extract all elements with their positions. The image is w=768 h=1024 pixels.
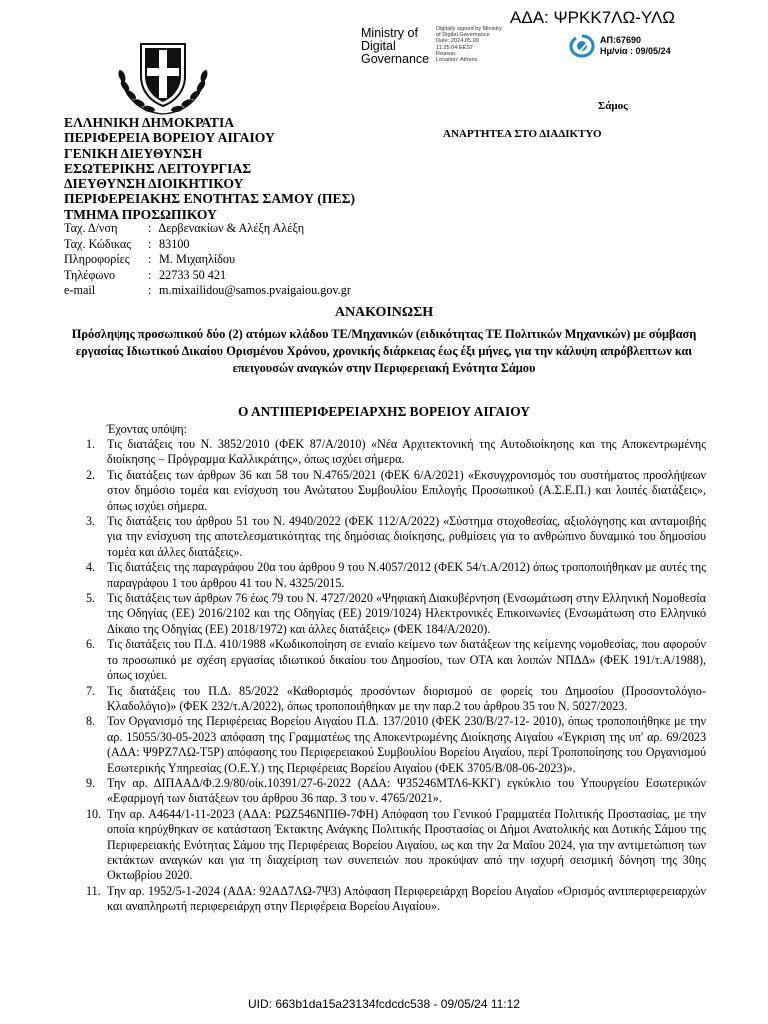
- list-item: [86, 684, 706, 715]
- contact-value: Δερβενακίων & Αλέξη Αλέξη: [158, 221, 305, 235]
- contact-row: Ταχ. Κώδικας : 83100: [64, 236, 190, 251]
- authority-line: ΕΣΩΤΕΡΙΚΗΣ ΛΕΙΤΟΥΡΓΙΑΣ: [64, 160, 252, 176]
- protocol-date: Ημ/νία : 09/05/24: [600, 46, 671, 56]
- contact-value: 83100: [159, 236, 190, 251]
- authority-line: ΕΛΛΗΝΙΚΗ ΔΗΜΟΚΡΑΤΙΑ: [64, 115, 235, 130]
- announcement-subtitle: Πρόσληψης προσωπικού δύο (2) ατόμων κλάδου ΤΕ/Μηχανικών (ειδικότητας ΤΕ Πολιτικών Μηχανικών) με σύμβαση εργασίας Ιδιωτικού Δικαίου Ορισμένου Χρόνου, χρονικής διάρκειας έως έξι μήνες, για την κάλυψη απρόβλεπτων και επειγουσών αναγκών στην Περιφερειακή Ενότητα Σάμου: [71, 327, 697, 375]
- authority-header: [64, 115, 355, 222]
- contact-row: e-mail : m.mixailidou@samos.pvaigaiou.gov.gr: [64, 283, 351, 297]
- signature-line: Digitally signed by Ministry: [436, 26, 502, 32]
- ministry-line: Governance: [361, 52, 430, 66]
- item-text: Τις διατάξεις των άρθρων 76 έως 79 του Ν. 4727/2020 «Ψηφιακή Διακυβέρνηση (Ενσωμάτωση στην Ελληνική Νομοθεσία της Οδηγίας (ΕΕ) 2016/2102 και της Οδηγίας (ΕΕ) 2019/1024) Ηλεκτρονικές Επικοινωνίες (Ενσωμάτωση στο Ελληνικό Δίκαιο της Οδηγίας (ΕΕ) 2018/1972) και άλλες διατάξεις» (ΦΕΚ 184/Α/2020).: [107, 591, 706, 636]
- authority-line: ΓΕΝΙΚΗ ΔΙΕΥΘΥΝΣΗ: [64, 145, 203, 161]
- place-label: Σάμος: [598, 100, 628, 112]
- item-number: 6.: [86, 637, 96, 652]
- item-number: 1.: [86, 437, 96, 451]
- considerations-list: [86, 437, 706, 915]
- contact-block: [64, 221, 351, 299]
- contact-label: Ταχ. Δ/νση: [64, 221, 118, 235]
- item-number: 3.: [86, 514, 96, 529]
- announcement-title: ΑΝΑΚΟΙΝΩΣΗ: [334, 305, 434, 320]
- item-text: Τις διατάξεις του άρθρου 51 του Ν. 4940/2022 (ΦΕΚ 112/Α/2022) «Σύστημα στοχοθεσίας, αξιολόγησης και ανταμοιβής για την ενίσχυση της αποτελεσματικότητας της δημόσιας διοίκησης, ρυθμίσεις για το ανθρώπινο δυναμικό του δημοσίου τομέα και άλλες διατάξεις».: [107, 514, 706, 559]
- item-number: 11.: [86, 883, 101, 898]
- hellenic-republic-crest-icon: [108, 36, 218, 118]
- list-item: [86, 807, 706, 884]
- contact-label: e-mail: [64, 283, 96, 297]
- contact-row: Τηλέφωνο : 22733 50 421: [64, 267, 227, 282]
- item-text: Τον Οργανισμό της Περιφέρειας Βορείου Αιγαίου Π.Δ. 137/2010 (ΦΕΚ 230/Β/27-12- 2010), όπως τροποποιήθηκε με την αρ. 15055/30-05-2023 απόφαση της Γραμματέως της Αποκεντρωμένης Διοίκησης Αιγαίου «Έγκριση της υπ' αρ. 69/2023 (ΑΔΑ: Ψ9ΡΖ7ΛΩ-Τ5Ρ) απόφασης του Περιφερειακού Συμβουλίου Βορείου Αιγαίου, περί Τροποποίησης του Οργανισμού Εσωτερικής Υπηρεσίας (Ο.Ε.Υ.) της Περιφέρειας Βορείου Αιγαίου (ΦΕΚ 3705/Β/08-06-2023)».: [107, 714, 706, 775]
- list-item: [86, 714, 706, 776]
- item-number: 9.: [86, 775, 96, 790]
- ministry-line: Digital: [361, 39, 396, 53]
- item-text: Τις διατάξεις του Π.Δ. 410/1988 «Κωδικοποίηση σε ενιαίο κείμενο των διατάξεων της κείμενης νομοθεσίας, που αφορούν το προσωπικό με σχέση εργασίας ιδιωτικού δικαίου του Δημοσίου, των ΟΤΑ και λοιπών ΝΠΔΔ» (ΦΕΚ 191/τ.Α/1988), όπως ισχύει.: [107, 637, 706, 683]
- contact-email[interactable]: m.mixailidou@samos.pvaigaiou.gov.gr: [159, 283, 351, 297]
- list-item: [86, 437, 706, 468]
- item-text: Τις διατάξεις των άρθρων 36 και 58 του Ν.4765/2021 (ΦΕΚ 6/Α/2021) «Εκσυγχρονισμός του συστήματος προσλήψεων στον δημόσιο τομέα και ενίσχυση του Ανώτατου Συμβουλίου Επιλογής Προσωπικού (Α.Σ.Ε.Π.) και λοιπές διατάξεις», όπως ισχύει σήμερα.: [107, 467, 706, 513]
- signature-line: Reason:: [436, 50, 457, 57]
- ministry-line: Ministry of: [361, 26, 418, 40]
- list-item: [86, 468, 706, 514]
- contact-label: Τηλέφωνο: [64, 267, 116, 282]
- contact-value: Μ. Μιχαηλίδου: [159, 252, 236, 266]
- list-item: [86, 591, 706, 637]
- diavgeia-logo-icon: [569, 34, 595, 58]
- issuing-officer: Ο ΑΝΤΙΠΕΡΙΦΕΡΕΙΑΡΧΗΣ ΒΟΡΕΙΟΥ ΑΙΓΑΙΟΥ: [238, 404, 530, 419]
- ada-code: ΑΔΑ: ΨΡΚΚ7ΛΩ-ΥΛΩ: [510, 8, 676, 27]
- protocol-stamp: [600, 35, 671, 57]
- item-number: 4.: [86, 560, 96, 575]
- signature-line: of Digital Governance: [436, 32, 490, 39]
- item-number: 2.: [86, 467, 96, 482]
- contact-value: 22733 50 421: [159, 267, 227, 282]
- list-item: [86, 884, 706, 915]
- signature-line: Location: Athens: [436, 57, 478, 64]
- list-item: [86, 560, 706, 591]
- list-item: [86, 776, 706, 807]
- public-posting-note: ΑΝΑΡΤΗΤΕΑ ΣΤΟ ΔΙΑΔΙΚΤΥΟ: [443, 128, 602, 140]
- protocol-number: ΑΠ:67690: [600, 35, 642, 45]
- item-number: 10.: [86, 806, 102, 821]
- authority-line: ΤΜΗΜΑ ΠΡΟΣΩΠΙΚΟΥ: [64, 206, 217, 222]
- list-item: [86, 637, 706, 683]
- item-text: Την αρ. Α4644/1-11-2023 (ΑΔΑ: ΡΩΖ546ΝΠΙΘ-7ΦΗ) Απόφαση του Γενικού Γραμματέα Πολιτικής Προστασίας, με την οποία κηρύχθηκαν σε κατάσταση Έκτακτης Ανάγκης Πολιτικής Προστασίας οι Δήμοι Ανατολικής και Δυτικής Σάμου της Περιφερειακής Ενότητας Σάμου της Περιφέρειας Βορείου Αιγαίου, ως και την 2α Μαΐου 2024, για την αντιμετώπιση των εκτάκτων αναγκών και για τη διαχείριση των συνεπειών που προκύψαν από την ισχυρή σεισμική δόνηση της 30ης Οκτωβρίου 2020.: [107, 806, 706, 883]
- item-text: Την αρ. 1952/5-1-2024 (ΑΔΑ: 92ΑΔ7ΛΩ-7Ψ3) Απόφαση Περιφερειάρχη Βορείου Αιγαίου «Ορισμός αντιπεριφερειαρχών και αναπληρωτή περιφερειάρχη στην Περιφέρεια Βορείου Αιγαίου».: [107, 883, 706, 914]
- authority-line: ΠΕΡΙΦΕΡΕΙΑ ΒΟΡΕΙΟΥ ΑΙΓΑΙΟΥ: [64, 130, 275, 146]
- considerations-intro: Έχοντας υπόψη:: [107, 422, 188, 436]
- ministry-logo-text: [361, 27, 431, 66]
- list-item: [86, 514, 706, 560]
- authority-line: ΔΙΕΥΘΥΝΣΗ ΔΙΟΙΚΗΤΙΚΟΥ: [64, 176, 244, 192]
- contact-label: Ταχ. Κώδικας: [64, 236, 132, 251]
- contact-row: Ταχ. Δ/νση : Δερβενακίων & Αλέξη Αλέξη: [64, 221, 305, 235]
- item-text: Τις διατάξεις της παραγράφου 20α του άρθρου 9 του Ν.4057/2012 (ΦΕΚ 54/τ.Α/2012) όπως τροποποιήθηκαν με αυτές της παραγράφου 1 του άρθρου 41 του Ν. 4325/2015.: [107, 560, 706, 590]
- digital-signature-block: [436, 26, 516, 63]
- item-number: 8.: [86, 714, 96, 729]
- item-number: 7.: [86, 683, 96, 698]
- contact-row: Πληροφορίες : Μ. Μιχαηλίδου: [64, 252, 236, 266]
- item-text: Τις διατάξεις του Ν. 3852/2010 (ΦΕΚ 87/Α/2010) «Νέα Αρχιτεκτονική της Αυτοδιοίκησης και της Αποκεντρωμένης διοίκησης – Πρόγραμμα Καλλικράτης», όπως ισχύει σήμερα.: [107, 437, 706, 467]
- item-text: Την αρ. ΔΙΠΑΑΔ/Φ.2.9/80/οίκ.10391/27-6-2022 (ΑΔΑ: Ψ35246ΜΤΛ6-ΚΚΓ) εγκύκλιο του Υπουργείου Εσωτερικών «Εφαρμογή των διατάξεων του άρθρου 36 παρ. 3 του ν. 4765/2021».: [107, 775, 706, 806]
- item-text: Τις διατάξεις του Π.Δ. 85/2022 «Καθορισμός προσόντων διορισμού σε φορείς του Δημοσίου (Προσοντολόγιο-Κλαδολόγιο)» (ΦΕΚ 232/τ.Α/2022), όπως τροποποιήθηκαν με την παρ.2 του άρθρου 35 του Ν. 5027/2023.: [107, 683, 706, 713]
- item-number: 5.: [86, 591, 96, 606]
- signature-line: Date: 2024.05.09: [436, 38, 479, 45]
- signature-line: 11:25:04 EEST: [436, 44, 474, 51]
- contact-label: Πληροφορίες: [64, 252, 130, 266]
- document-uid: UID: 663b1da15a23134fcdcdc538 - 09/05/24 11:12: [248, 997, 520, 1011]
- authority-line: ΠΕΡΙΦΕΡΕΙΑΚΗΣ ΕΝΟΤΗΤΑΣ ΣΑΜΟΥ (ΠΕΣ): [64, 191, 355, 207]
